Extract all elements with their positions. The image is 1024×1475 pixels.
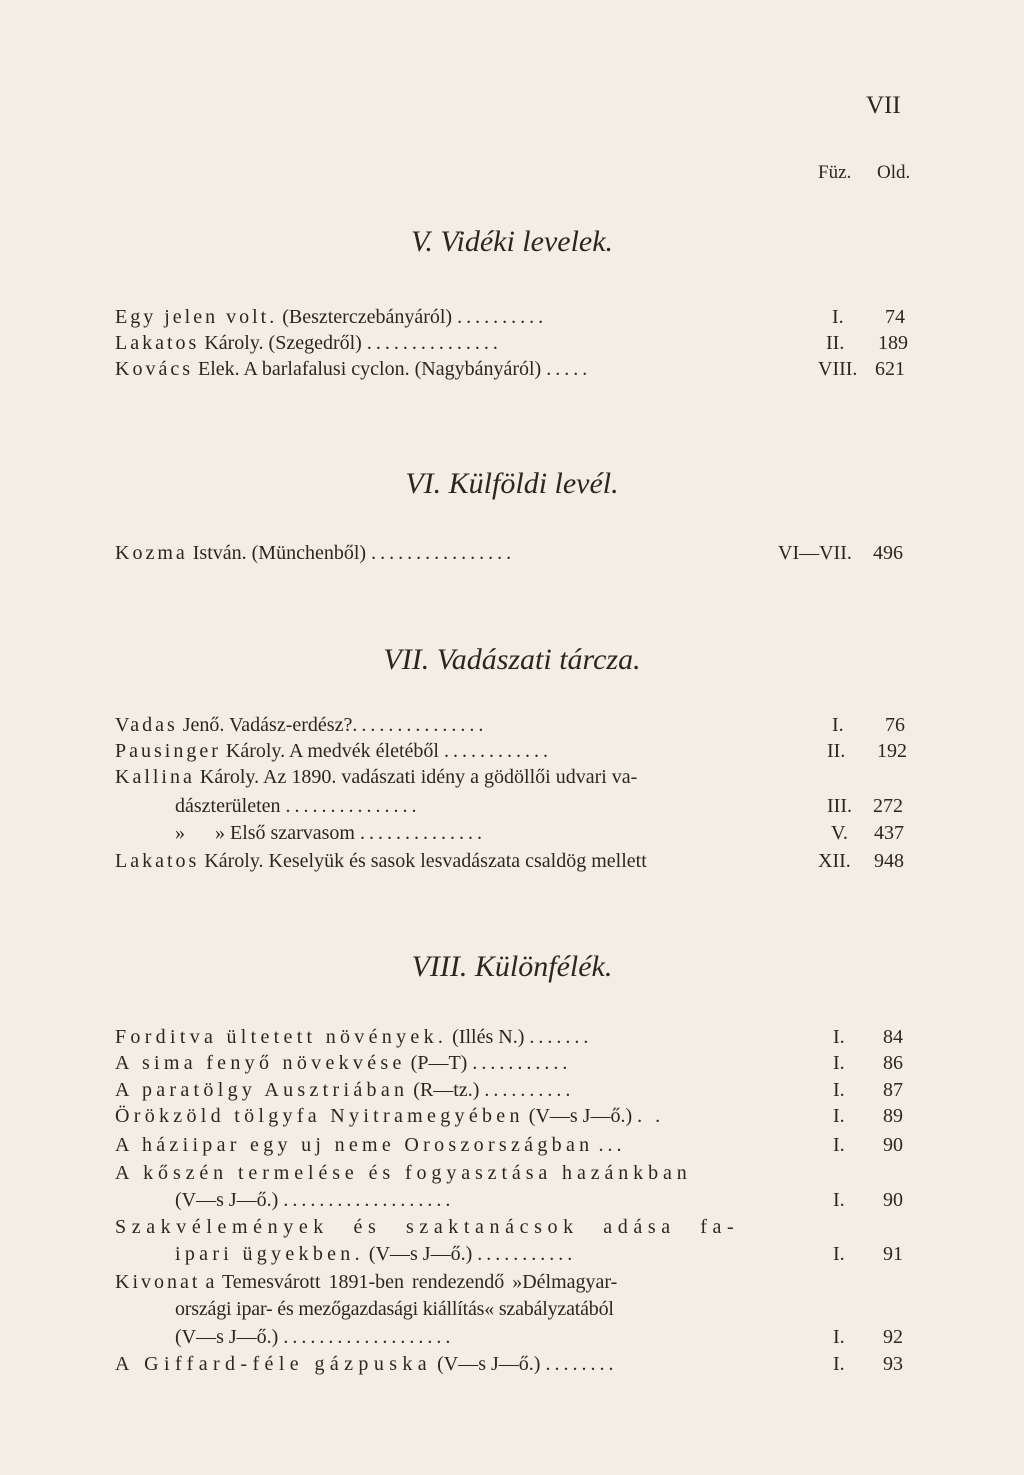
toc-entry [115, 738, 915, 764]
toc-entry [115, 1269, 915, 1295]
toc-entry [115, 820, 915, 846]
toc-entry [115, 793, 915, 819]
entry-issue: I. [833, 1134, 845, 1156]
leader-dots: ............... [285, 795, 421, 817]
entry-title: országi ipar- és mezőgazdasági kiállítás« szabályzatából [175, 1298, 614, 1320]
toc-entry [115, 1187, 915, 1213]
entry-author: Kozma [115, 542, 188, 564]
entry-issue: I. [833, 1079, 845, 1101]
entry-title: Jenő. Vadász-erdész? [182, 714, 353, 736]
toc-entry [115, 1077, 915, 1103]
entry-page: 948 [874, 850, 904, 872]
entry-page: 87 [883, 1079, 903, 1101]
leader-dots: ............... [352, 714, 488, 736]
entry-title: a Temesvárott 1891-ben rendezendő »Délmagyar- [205, 1271, 618, 1293]
leader-dots: ............... [366, 332, 502, 354]
toc-entry [115, 1160, 915, 1186]
entry-page: 74 [885, 306, 905, 328]
entry-issue: I. [833, 1052, 845, 1074]
toc-entry [115, 304, 915, 330]
entry-page: 192 [877, 740, 907, 762]
entry-author: A paratölgy Ausztriában [115, 1079, 409, 1101]
entry-title: (V—s J—ő.) [368, 1243, 473, 1265]
entry-page: 189 [878, 332, 908, 354]
entry-title: Első szarvasom [230, 822, 355, 844]
toc-entry [115, 1324, 915, 1350]
leader-dots: .......... [457, 306, 548, 328]
toc-entry [115, 848, 915, 874]
leader-dots: ................... [283, 1189, 455, 1211]
entry-author: Forditva ültetett növények. [115, 1026, 448, 1048]
toc-entry [115, 1214, 915, 1240]
entry-title: Károly. (Szegedről) [204, 332, 362, 354]
entry-author: Örökzöld tölgyfa Nyitramegyében [115, 1105, 524, 1127]
entry-title: Elek. A barlafalusi cyclon. (Nagybányáról) [197, 358, 542, 380]
section-heading: VIII. Különfélék. [411, 950, 613, 983]
entry-issue: I. [833, 1243, 845, 1265]
entry-issue: II. [826, 332, 845, 354]
entry-issue: I. [833, 1189, 845, 1211]
leader-dots: ........... [477, 1243, 577, 1265]
page-column-header: Old. [877, 162, 911, 183]
page-number: VII [866, 92, 901, 119]
entry-page: 86 [883, 1052, 903, 1074]
entry-author: A sima fenyő növekvése [115, 1052, 406, 1074]
entry-author: Szakvélemények és szaktanácsok adása fa- [115, 1216, 740, 1238]
entry-author: A Giffard-féle gázpuska [115, 1353, 433, 1375]
entry-title: dászterületen [175, 795, 281, 817]
entry-issue: V. [831, 822, 848, 844]
entry-issue: I. [833, 1026, 845, 1048]
entry-title: István. (Münchenből) [192, 542, 367, 564]
section-heading: VII. Vadászati tárcza. [383, 643, 641, 676]
toc-entry [115, 1296, 915, 1322]
entry-issue: VI—VII. [778, 542, 852, 564]
entry-author: A kőszén termelése és fogyasztása hazánkban [115, 1162, 692, 1184]
entry-page: 91 [883, 1243, 903, 1265]
leader-dots: ........... [472, 1052, 572, 1074]
entry-author: Pausinger [115, 740, 221, 762]
entry-page: 272 [873, 795, 903, 817]
entry-page: 89 [883, 1105, 903, 1127]
entry-author: Lakatos [115, 332, 200, 354]
entry-author: Lakatos [115, 850, 200, 872]
entry-author: ipari ügyekben. [175, 1243, 364, 1265]
toc-entry [115, 356, 915, 382]
entry-issue: I. [833, 1353, 845, 1375]
entry-page: 90 [883, 1134, 903, 1156]
entry-title: (V—s J—ő.) [528, 1105, 633, 1127]
entry-issue: XII. [818, 850, 851, 872]
toc-entry [115, 1024, 915, 1050]
entry-title: Károly. Keselyük és sasok lesvadászata csaldög mellett [204, 850, 647, 872]
toc-entry [115, 1103, 915, 1129]
entry-issue: I. [832, 306, 844, 328]
leader-dots: ... [598, 1134, 626, 1156]
entry-author: Vadas [115, 714, 178, 736]
leader-dots: ........ [545, 1353, 618, 1375]
toc-entry [115, 712, 915, 738]
entry-page: 84 [883, 1026, 903, 1048]
toc-entry [115, 1241, 915, 1267]
entry-author: Egy jelen volt. [115, 306, 278, 328]
entry-issue: I. [833, 1105, 845, 1127]
leader-dots: .......... [484, 1079, 575, 1101]
section-heading: VI. Külföldi levél. [405, 467, 619, 500]
entry-title: (V—s J—ő.) [175, 1326, 279, 1348]
leader-dots: . . [637, 1105, 665, 1127]
section-heading: V. Vidéki levelek. [410, 225, 614, 258]
toc-entry [115, 540, 915, 566]
toc-entry [115, 330, 915, 356]
toc-entry [115, 1351, 915, 1377]
entry-title: (R—tz.) [413, 1079, 480, 1101]
leader-dots: ..... [546, 358, 592, 380]
toc-entry [115, 764, 915, 790]
entry-title: (V—s J—ő.) [437, 1353, 541, 1375]
entry-title: Károly. A medvék életéből [225, 740, 439, 762]
entry-author: » » [175, 822, 225, 844]
toc-entry [115, 1050, 915, 1076]
entry-page: 496 [873, 542, 903, 564]
entry-issue: III. [827, 795, 852, 817]
entry-title: (Beszterczebányáról) [282, 306, 453, 328]
entry-issue: VIII. [818, 358, 858, 380]
issue-column-header: Füz. [818, 162, 852, 183]
leader-dots: ................ [371, 542, 516, 564]
entry-page: 90 [883, 1189, 903, 1211]
toc-entry [115, 1132, 915, 1158]
entry-title: (Illés N.) [452, 1026, 525, 1048]
entry-issue: I. [832, 714, 844, 736]
leader-dots: .............. [359, 822, 486, 844]
entry-author: Kivonat [115, 1271, 201, 1293]
leader-dots: ............ [443, 740, 552, 762]
entry-title: (P—T) [410, 1052, 468, 1074]
entry-page: 437 [874, 822, 904, 844]
entry-title: Károly. Az 1890. vadászati idény a gödöllői udvari va- [199, 766, 638, 788]
entry-page: 76 [885, 714, 905, 736]
entry-title: (V—s J—ő.) [175, 1189, 279, 1211]
leader-dots: ....... [529, 1026, 593, 1048]
entry-issue: I. [833, 1326, 845, 1348]
entry-page: 93 [883, 1353, 903, 1375]
leader-dots: ................... [283, 1326, 455, 1348]
entry-issue: II. [827, 740, 846, 762]
entry-author: Kallina [115, 766, 195, 788]
entry-page: 621 [875, 358, 905, 380]
entry-author: Kovács [115, 358, 193, 380]
entry-page: 92 [883, 1326, 903, 1348]
entry-author: A háziipar egy uj neme Oroszországban [115, 1134, 594, 1156]
